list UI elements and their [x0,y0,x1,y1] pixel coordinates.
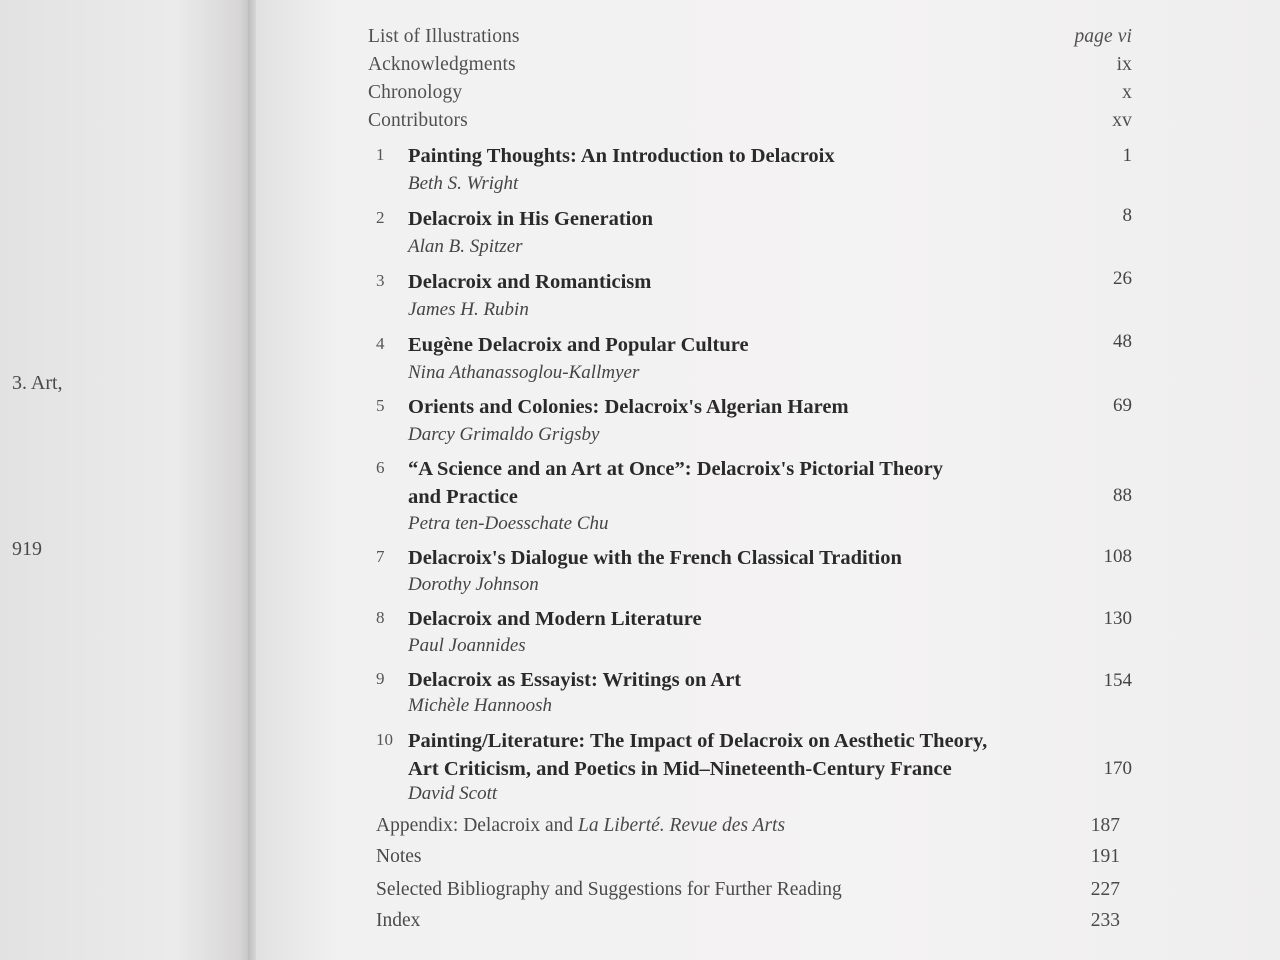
toc-entry-label: Appendix: Delacroix and [376,815,578,836]
toc-entry-label: Notes [376,846,422,867]
chapter-page: 1 [1122,145,1132,166]
chapter-number: 8 [376,608,385,627]
chapter-number: 7 [376,547,385,566]
chapter-author: Nina Athanassoglou-Kallmyer [408,362,640,383]
chapter-title-continued: and Practice [408,486,518,508]
chapter-page: 88 [1113,485,1132,506]
toc-entry-page: 187 [1090,815,1120,836]
chapter-author: Paul Joannides [408,635,526,656]
chapter-author: Darcy Grimaldo Grigsby [408,424,600,445]
chapter-author: Beth S. Wright [408,173,519,194]
toc-back-matter-entry [376,846,1120,868]
chapter-title: Painting/Literature: The Impact of Delacroix on Aesthetic Theory, [408,730,988,752]
toc-front-matter-entry [368,82,1132,104]
chapter-author: Michèle Hannoosh [408,695,553,716]
toc-entry-label: Index [376,910,421,931]
chapter-page: 69 [1113,395,1132,416]
chapter-page: 48 [1113,331,1132,352]
chapter-title: Eugène Delacroix and Popular Culture [408,334,749,356]
book-gutter [248,0,256,960]
chapter-page: 130 [1103,608,1132,629]
chapter-page: 108 [1103,546,1132,567]
toc-back-matter-entry [376,910,1120,932]
left-page-fragment: 919 [12,538,42,560]
toc-front-matter-entry [368,54,1132,76]
toc-back-matter-entry [376,879,1120,901]
left-page-fragment: 3. Art, [12,372,63,394]
chapter-title: Delacroix's Dialogue with the French Classical Tradition [408,547,902,569]
toc-front-matter-entry [368,26,1132,48]
chapter-number: 4 [376,334,385,353]
toc-entry-page: ix [1116,54,1132,75]
chapter-author: Dorothy Johnson [408,574,539,595]
chapter-title: Orients and Colonies: Delacroix's Algerian Harem [408,396,849,418]
left-page [0,0,250,960]
chapter-page: 8 [1122,205,1132,226]
toc-entry-page: x [1122,82,1132,103]
toc-entry-label: Acknowledgments [368,54,516,75]
toc-entry-label: Contributors [368,110,468,131]
chapter-author: James H. Rubin [408,299,529,320]
chapter-title: Delacroix and Modern Literature [408,608,702,630]
chapter-author: Alan B. Spitzer [408,236,523,257]
chapter-title: “A Science and an Art at Once”: Delacroix's Pictorial Theory [408,458,944,480]
chapter-title: Delacroix and Romanticism [408,271,652,293]
chapter-title-continued: Art Criticism, and Poetics in Mid–Nineteenth-Century France [408,758,952,780]
chapter-title: Delacroix in His Generation [408,208,654,230]
chapter-page: 26 [1113,268,1132,289]
chapter-number: 5 [376,396,385,415]
toc-entry-page: 233 [1090,910,1120,931]
chapter-number: 1 [376,145,385,164]
chapter-title: Painting Thoughts: An Introduction to Delacroix [408,145,835,167]
toc-back-matter-entry [376,815,1120,837]
chapter-number: 6 [376,458,385,477]
chapter-title: Delacroix as Essayist: Writings on Art [408,669,742,691]
chapter-page: 154 [1103,670,1132,691]
toc-entry-label: Selected Bibliography and Suggestions for Further Reading [376,879,842,900]
toc-entry-page: 191 [1090,846,1120,867]
toc-entry-page: 227 [1090,879,1120,900]
toc-entry-page: page vi [1074,26,1132,47]
chapter-number: 9 [376,669,385,688]
toc-entry-label: List of Illustrations [368,26,520,47]
chapter-number: 3 [376,271,385,290]
toc-entry-label: Chronology [368,82,463,103]
chapter-page: 170 [1103,758,1132,779]
chapter-author: David Scott [408,783,498,804]
chapter-number: 2 [376,208,385,227]
toc-front-matter-entry [368,110,1132,132]
toc-entry-page: xv [1112,110,1132,131]
chapter-author: Petra ten-Doesschate Chu [408,513,609,534]
chapter-number: 10 [376,730,393,749]
toc-entry-label-italic: La Liberté. Revue des Arts [577,815,786,836]
